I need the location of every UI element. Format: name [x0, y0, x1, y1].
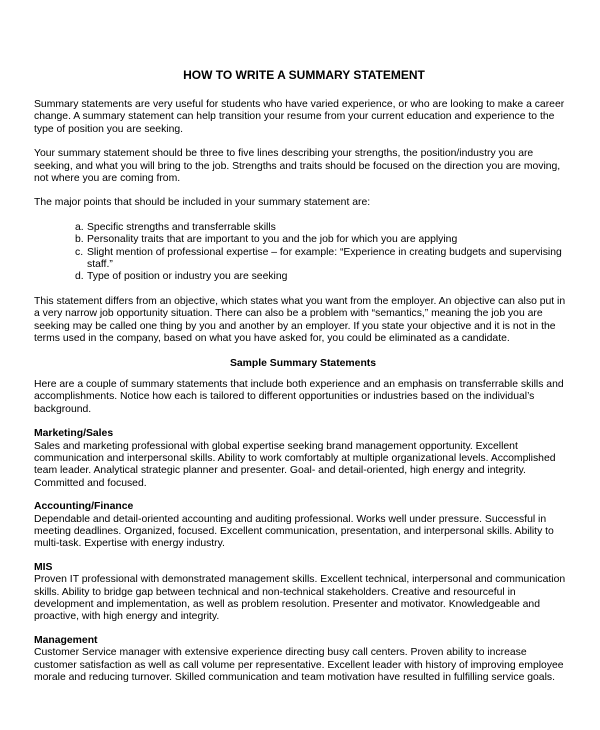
sample-heading-management: Management [34, 634, 98, 646]
sample-mis [34, 562, 570, 624]
list-item-text: Type of position or industry you are seeking [87, 271, 288, 283]
sample-text-mis: Proven IT professional with demonstrated management skills. Excellent technical, interpersonal and communication skills. Ability to bridge gap between technical and non-technical stakeholders. Creative and resourceful in development and implementation, as well as problem resolution. Presenter and motivator. Knowledgeable and proactive, with high energy and integrity. [34, 574, 566, 623]
list-item-text: Personality traits that are important to you and the job for which you are applying [87, 234, 458, 246]
list-item-text: Specific strengths and transferrable skills [87, 221, 276, 233]
list-item-text: Slight mention of professional expertise – for example: “Experience in creating budgets and supervising staff.” [87, 246, 562, 271]
major-points-list [34, 222, 570, 284]
list-item [75, 247, 570, 272]
list-item [75, 222, 570, 234]
list-item [75, 234, 570, 246]
list-marker: c. [75, 246, 84, 258]
document-title: HOW TO WRITE A SUMMARY STATEMENT [183, 68, 425, 82]
sample-heading-marketing: Marketing/Sales [34, 428, 114, 440]
objective-paragraph: This statement differs from an objective, which states what you want from the employer. An objective can also put in a very narrow job opportunity situation. There can also be a problem with “semantics,” meaning the job you are seeking may be called one thing by you and another by an employer. If you state your objective and it is not in the terms used in the company, based on what you have asked for, you could be eliminated as a candidate. [34, 295, 566, 345]
sample-text-management: Customer Service manager with extensive experience directing busy call centers. Proven ability to increase customer satisfaction as well as call volume per representative. Excellent leader with history of improving employee morale and reducing turnover. Skilled communication and team motivation have resulted in fulfilling service goals. [34, 647, 564, 684]
list-marker: a. [75, 221, 84, 233]
sample-text-accounting: Dependable and detail-oriented accounting and auditing professional. Works well under pressure. Successful in meeting deadlines. Organized, focused. Excellent communication, presentation, and interpersonal skills. Ability to multi-task. Expertise with energy industry. [34, 513, 554, 550]
sample-heading: Sample Summary Statements [229, 357, 377, 369]
list-marker: d. [75, 271, 84, 283]
intro-paragraph-3: The major points that should be included in your summary statement are: [34, 197, 371, 209]
sample-heading-mis: MIS [34, 561, 53, 573]
sample-marketing-sales [34, 428, 570, 490]
intro-paragraph-2: Your summary statement should be three to five lines describing your strengths, the position/industry you are seeking, and what you will bring to the job. Strengths and traits should be focused on the direction you are moving, not where you are coming from. [34, 148, 561, 185]
sample-intro-paragraph: Here are a couple of summary statements that include both experience and an emphasis on transferrable skills and accomplishments. Notice how each is tailored to different opportunities or industries based on the individual’s background. [34, 378, 564, 415]
intro-paragraph-1: Summary statements are very useful for students who have varied experience, or who are looking to make a career change. A summary statement can help transition your resume from your current education and experience to the type of position you are seeking. [34, 99, 565, 135]
sample-text-marketing: Sales and marketing professional with global expertise seeking brand management opportunity. Excellent communication and interpersonal skills. Ability to work comfortably at multiple organizational levels. Accomplished team leader. Analytical strategic planner and presenter. Goal- and detail-oriented, high energy and integrity. Committed and focused. [34, 440, 556, 489]
sample-accounting-finance [34, 501, 570, 551]
sample-management [34, 635, 570, 685]
list-marker: b. [75, 234, 84, 246]
list-item [75, 271, 570, 283]
sample-heading-accounting: Accounting/Finance [34, 501, 134, 513]
